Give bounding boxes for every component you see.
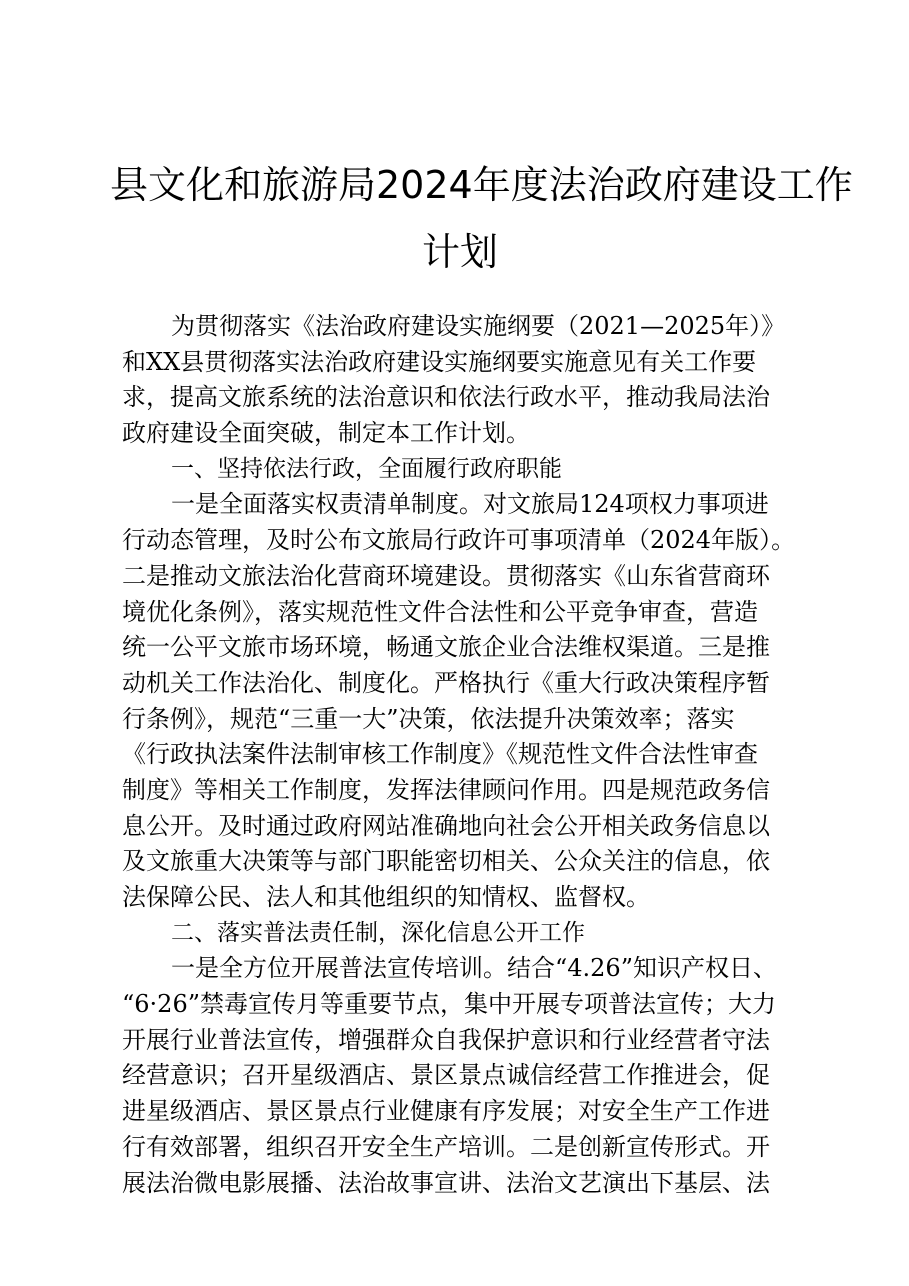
document-title-line-2: 计划: [421, 230, 498, 274]
section-heading-2: 二、落实普法责任制，深化信息公开工作: [171, 919, 585, 946]
paragraph-line: 经营意识；召开星级酒店、景区景点诚信经营工作推进会，促: [122, 1061, 770, 1090]
paragraph-line: 二是推动文旅法治化营商环境建设。贯彻落实《山东省营商环: [122, 561, 770, 590]
paragraph-line: 为贯彻落实《法治政府建设实施纲要（2021—2025年）》: [171, 312, 786, 340]
paragraph-line: 进星级酒店、景区景点行业健康有序发展；对安全生产工作进: [122, 1097, 770, 1126]
paragraph-line: 一是全方位开展普法宣传培训。结合“4.26”知识产权日、: [171, 954, 777, 983]
paragraph-line: 行动态管理，及时公布文旅局行政许可事项清单（2024年版）。: [122, 526, 796, 555]
paragraph-line: 政府建设全面突破，制定本工作计划。: [122, 419, 530, 448]
paragraph-line: 行有效部署，组织召开安全生产培训。二是创新宣传形式。开: [122, 1132, 770, 1161]
document-title-line-1: 县文化和旅游局2024年度法治政府建设工作: [110, 163, 853, 207]
paragraph-line: 动机关工作法治化、制度化。严格执行《重大行政决策程序暂: [122, 668, 770, 697]
paragraph-line: 和XX县贯彻落实法治政府建设实施纲要实施意见有关工作要: [122, 347, 757, 376]
paragraph-line: 《行政执法案件法制审核工作制度》《规范性文件合法性审查: [122, 740, 758, 769]
paragraph-line: 统一公平文旅市场环境，畅通文旅企业合法维权渠道。三是推: [122, 633, 770, 662]
paragraph-line: 法保障公民、法人和其他组织的知情权、监督权。: [122, 883, 650, 911]
paragraph-line: 行条例》，规范“三重一大”决策，依法提升决策效率；落实: [122, 704, 735, 733]
paragraph-line: 求，提高文旅系统的法治意识和依法行政水平，推动我局法治: [122, 383, 770, 412]
document-body: [122, 309, 798, 1201]
paragraph-line: 息公开。及时通过政府网站准确地向社会公开相关政务信息以: [122, 811, 770, 840]
paragraph-line: “6·26”禁毒宣传月等重要节点，集中开展专项普法宣传；大力: [122, 990, 776, 1019]
paragraph-line: 展法治微电影展播、法治故事宣讲、法治文艺演出下基层、法: [122, 1168, 770, 1197]
paragraph-line: 开展行业普法宣传，增强群众自我保护意识和行业经营者守法: [122, 1025, 770, 1054]
section-heading-1: 一、坚持依法行政，全面履行政府职能: [171, 455, 562, 482]
paragraph-line: 境优化条例》，落实规范性文件合法性和公平竞争审查，营造: [122, 597, 758, 626]
paragraph-line: 制度》等相关工作制度，发挥法律顾问作用。四是规范政务信: [122, 775, 770, 804]
paragraph-line: 及文旅重大决策等与部门职能密切相关、公众关注的信息，依: [122, 847, 770, 876]
paragraph-line: 一是全面落实权责清单制度。对文旅局124项权力事项进: [171, 490, 769, 519]
